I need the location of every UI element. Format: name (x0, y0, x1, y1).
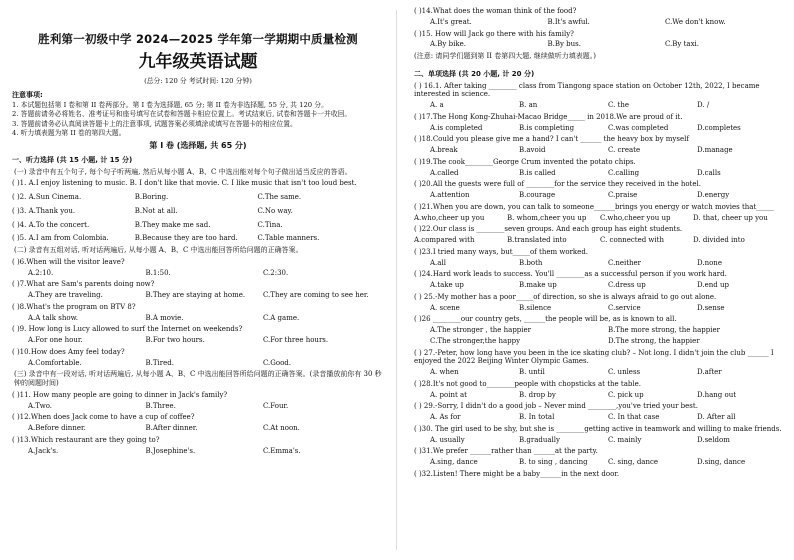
question-18: ( )18.Could you please give me a hand? I can't ______ the heavy box by myself (414, 135, 689, 144)
option: C.The same. (257, 193, 302, 202)
question-4 (12, 219, 384, 230)
question-2 (12, 191, 384, 202)
question-9: ( )9. How long is Lucy allowed to surf the Internet on weekends? (12, 325, 243, 334)
option: A.Jack's. (28, 446, 59, 455)
question-20: ( )20.All the guests were full of ________for the service they received in the hotel. (414, 180, 701, 189)
exam-title: 九年级英语试题 (138, 52, 258, 73)
option: A. As for (430, 413, 461, 421)
option: B.is called (519, 168, 556, 177)
option: B.1:50. (145, 268, 171, 277)
question-16: ( ) 16.1. After taking ________ class from Tiangong space station on October 12th, 2022, I became interested in science. (414, 81, 760, 99)
options-22 (414, 236, 786, 245)
option: A. scene (430, 303, 460, 312)
option: D.seldom (697, 435, 730, 444)
options-6 (12, 269, 384, 278)
question-11: ( )11. How many people are going to dinner in Jack's family? (12, 390, 228, 399)
options-12 (12, 424, 384, 433)
option: C.who,cheer you up (600, 213, 671, 222)
option: B.A movie. (145, 313, 184, 322)
choice-heading: 二、单项选择 (共 20 小题, 计 20 分) (414, 69, 535, 78)
option: C.Four. (262, 401, 289, 410)
question-10: ( )10.How does Amy feel today? (12, 347, 125, 356)
question-26: ( )26 ________our country gets, ______the people will be, as is known to all. (414, 315, 677, 324)
option: C. unless (608, 368, 641, 376)
option: A.is completed (430, 123, 483, 132)
question-17: ( )17.The Hong Kong-Zhuhai-Macao Bridge_____ in 2018.We are proud of it. (414, 112, 683, 121)
option: B.Tired. (145, 358, 174, 367)
option: A.For one hour. (28, 336, 83, 345)
question-7: ( )7.What are Sam's parents doing now? (12, 280, 155, 289)
option: D. After all (697, 413, 736, 421)
option: C.neither (608, 258, 642, 267)
section2-instruction: (二) 录音有五组对话, 听对话两遍后, 从每小题 A、B、C 中选出能回答所给问题的正确答案。 (14, 246, 303, 255)
question-21: ( )21.When you are down, you can talk to someone______brings you energy or watch movies that_____ (414, 202, 774, 211)
question-25: ( ) 25.-My mother has a poor_____of direction, so she is always afraid to go out alone. (414, 292, 717, 301)
option: C.The stronger,the happy (430, 336, 521, 345)
option: C.By taxi. (664, 40, 699, 49)
option: C.For three hours. (262, 336, 329, 345)
option: A.break (430, 146, 458, 154)
option: B. to sing , dancing (519, 458, 588, 466)
option: A.sing, dance (430, 458, 478, 466)
option: C.calling (608, 168, 640, 177)
option: C.was completed (608, 123, 669, 132)
option: C.We don't know. (664, 17, 726, 26)
listening-reminder: (注意: 请同学们题到第 II 卷第四大题, 继续做听力填表题。) (414, 52, 596, 60)
option: A.all (430, 258, 446, 267)
option: B.They make me sad. (134, 220, 211, 229)
option: A. point at (430, 390, 467, 399)
question-1: ( )1. A.I enjoy listening to music. B. I don't like that movie. C. I like music that isn't too loud best. (12, 179, 357, 188)
option: B.translated into (507, 236, 567, 244)
options-30 (414, 436, 786, 445)
option: A.The stronger , the happier (430, 326, 532, 334)
option: C. In that case (608, 413, 660, 421)
options-29 (414, 413, 786, 422)
option: B.Josephine's. (145, 446, 196, 455)
question-5 (12, 232, 384, 243)
options-31 (414, 458, 786, 467)
option: C.Emma's. (262, 446, 301, 455)
option: B.Boring. (134, 193, 169, 202)
option: A.It's great. (430, 17, 472, 26)
option: B.For two hours. (145, 336, 205, 345)
part1-title: 第 I 卷 (选择题, 共 65 分) (149, 140, 247, 150)
option: B.courage (519, 191, 556, 199)
option: A. a (430, 101, 444, 109)
option: C. mainly (608, 435, 642, 444)
option: C.Table manners. (257, 234, 320, 243)
option: C. pick up (608, 390, 644, 399)
option: D.sing, dance (697, 458, 746, 466)
option: B.After dinner. (145, 424, 198, 433)
question-32: ( )32.Listen! There might be a baby______in the next door. (414, 469, 620, 478)
option: B.Because they are too hard. (134, 234, 238, 243)
options-26b (414, 337, 786, 346)
option: C.dress up (608, 281, 646, 289)
options-14 (414, 18, 786, 27)
question-stem: ( )5. A.I am from Colombia. (12, 234, 109, 243)
option: D.hang out (697, 390, 737, 399)
listening-heading: 一、听力选择 (共 15 小题, 计 15 分) (12, 155, 133, 164)
options-16 (414, 101, 786, 110)
option: A.Comfortable. (28, 358, 82, 367)
options-26 (414, 326, 786, 335)
options-20 (414, 191, 786, 200)
question-24: ( )24.Hard work leads to success. You'll ________as a successful person if you work hard. (414, 270, 727, 279)
options-21 (414, 214, 786, 223)
option: D.energy (697, 191, 730, 199)
option: C. sing, dance (608, 458, 659, 466)
option: D.none (697, 258, 722, 267)
option: B. until (519, 368, 545, 376)
option: C. create (608, 146, 641, 154)
question-14: ( )14.What does the woman think of the food? (414, 7, 577, 15)
option: A.attention (430, 191, 470, 199)
option: D. that, cheer up you (693, 213, 768, 222)
option: A.take up (430, 281, 464, 289)
question-22: ( )22.Our class is ________seven groups. And each group has eight students. (414, 225, 683, 234)
score-info: (总分: 120 分 考试时间: 120 分钟) (144, 76, 252, 85)
column-divider (396, 10, 397, 550)
option: C.A game. (262, 313, 300, 322)
option: C.Tina. (257, 220, 283, 229)
option: B. drop by (519, 390, 556, 399)
option: A.2:10. (28, 268, 54, 277)
options-27 (414, 368, 786, 377)
options-28 (414, 391, 786, 400)
question-stem: ( )2. A.Sun Cinema. (12, 193, 82, 202)
option: A. usually (430, 435, 465, 444)
option: B.avoid (519, 146, 546, 154)
option: B. In total (519, 413, 555, 421)
school-title: 胜利第一初级中学 2024—2025 学年第一学期期中质量检测 (38, 32, 358, 46)
option: B.both (519, 258, 543, 267)
question-23: ( )23.I tried many ways, but_____of them worked. (414, 247, 589, 256)
options-25 (414, 304, 786, 313)
question-3 (12, 205, 384, 216)
left-column (12, 14, 384, 455)
options-19 (414, 169, 786, 178)
question-29: ( ) 29.-Sorry, I didn't do a good job – Never mind ________,you've tried your best. (414, 402, 698, 411)
options-9 (12, 336, 384, 345)
option: B.It's awful. (547, 17, 590, 26)
option: C.At noon. (262, 424, 300, 433)
options-23 (414, 259, 786, 268)
option: B.gradually (519, 435, 560, 444)
option: C. connected with (600, 236, 664, 244)
option: A.compared with (414, 236, 475, 244)
option: D.after (697, 368, 722, 376)
option: A. when (430, 368, 459, 376)
option: D.end up (697, 281, 729, 289)
option: C.No way. (257, 206, 293, 215)
option: D.completes (697, 123, 741, 132)
question-12: ( )12.When does Jack come to have a cup of coffee? (12, 413, 195, 422)
question-31: ( )31.We prefer ______rather than ______at the party. (414, 447, 598, 456)
note-item: 1. 本试题包括第 I 卷和第 II 卷两部分。第 I 卷为选择题, 65 分; 第 II 卷为非选择题, 55 分, 共 120 分。 (12, 100, 328, 109)
option: A.By bike. (430, 40, 466, 49)
option: B. an (519, 101, 538, 109)
option: A.who,cheer up you (414, 213, 485, 222)
option: C.praise (608, 191, 638, 199)
option: B.They are staying at home. (145, 291, 246, 300)
option: A.Before dinner. (28, 424, 86, 433)
option: D.calls (697, 168, 721, 177)
option: A.called (430, 168, 459, 177)
options-8 (12, 314, 384, 323)
option: D.manage (697, 146, 733, 154)
question-6: ( )6.When will the visitor leave? (12, 257, 125, 266)
option: B.The more strong, the happier (608, 326, 720, 334)
question-15: ( )15. How will Jack go there with his family? (414, 29, 574, 38)
option: C. the (608, 101, 630, 109)
option: B.is completing (519, 123, 575, 132)
options-10 (12, 359, 384, 368)
options-24 (414, 281, 786, 290)
question-stem: ( )3. A.Thank you. (12, 206, 76, 215)
question-stem: ( )4. A.To the concert. (12, 220, 90, 229)
section3-instruction: (三) 录音中有一段对话, 听对话两遍后, 从每小题 A、B、C 中选出能回答所给问题的正确答案。(录音播放前你有 30 秒钟的阅题时间) (14, 370, 382, 388)
note-item: 3. 答题前请务必认真阅读答题卡上的注意事项, 试题答案必须填涂或填写在答题卡的相应位置。 (12, 119, 297, 128)
option: B.make up (519, 281, 557, 289)
option: B.Three. (145, 401, 176, 410)
option: B. whom,cheer you up (507, 213, 587, 222)
option: A.A talk show. (28, 313, 78, 322)
option: C.2:30. (262, 268, 289, 277)
right-column (414, 4, 786, 479)
question-8: ( )8.What's the program on BTV 8? (12, 302, 136, 311)
options-15 (414, 40, 786, 49)
option: C.Good. (262, 358, 291, 367)
option: D. / (697, 101, 710, 109)
option: A.They are traveling. (28, 291, 103, 300)
option: D. divided into (693, 236, 745, 244)
options-7 (12, 291, 384, 300)
question-19: ( )19.The cook________George Crum invented the potato chips. (414, 157, 636, 166)
question-28: ( )28.It's not good to________people with chopsticks at the table. (414, 379, 641, 388)
option: B.Not at all. (134, 206, 178, 215)
notes-heading: 注意事项: (12, 91, 43, 100)
options-17 (414, 124, 786, 133)
option: B.silence (519, 303, 552, 312)
option: B.By bus. (547, 40, 581, 49)
options-13 (12, 447, 384, 456)
question-27: ( ) 27.-Peter, how long have you been in the ice skating club? – Not long. I didn't join the club ______ I enjoyed the 2022 Beijing Winter Olympic Games. (414, 348, 774, 366)
option: D.The strong, the happier (608, 336, 700, 345)
question-30: ( )30. The girl used to be shy, but she is ________getting active in teamwork and willing to make friends. (414, 424, 782, 433)
options-11 (12, 402, 384, 411)
section1-instruction: (一) 录音中有五个句子, 每个句子听两遍, 然后从每小题 A、B、C 中选出能对每个句子做出适当反应的答语。 (14, 167, 352, 176)
note-item: 2. 答题前请务必将姓名、准考证号和座号填写在试卷和答题卡相应位置上。考试结束后, 试卷和答题卡一并收回。 (12, 110, 352, 119)
question-13: ( )13.Which restaurant are they going to? (12, 435, 160, 444)
option: C.They are coming to see her. (262, 291, 369, 300)
option: C.service (608, 303, 641, 312)
options-18 (414, 146, 786, 155)
note-item: 4. 听力填表题为第 II 卷的第四大题。 (12, 129, 126, 138)
option: D.sense (697, 303, 725, 312)
option: A.Two. (28, 401, 53, 410)
